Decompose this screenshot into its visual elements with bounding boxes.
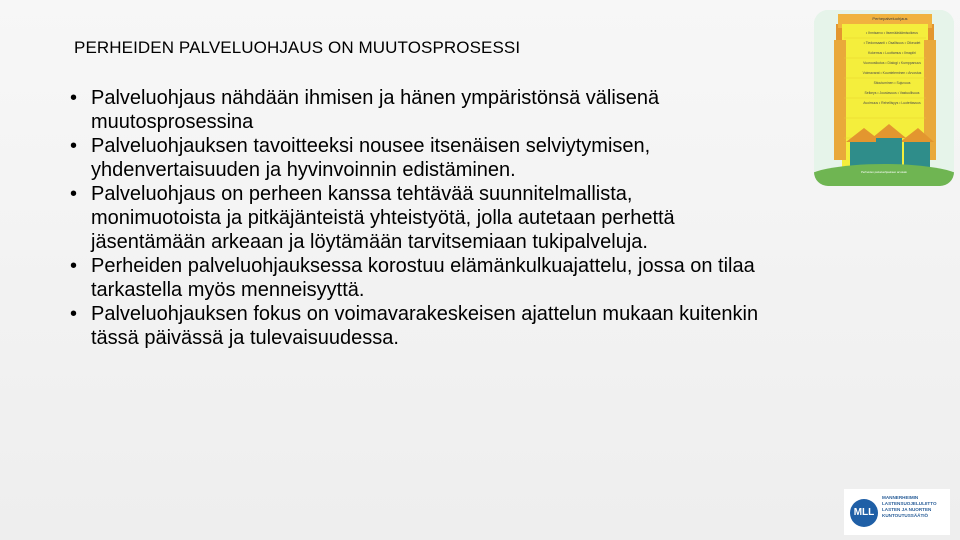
poster-values bbox=[854, 28, 930, 108]
bullet-item: • Palveluohjauksen tavoitteeksi nousee itsenäisen selviytymisen, yhdenvertaisuuden ja hyvinvoinnin edistäminen. bbox=[66, 134, 766, 182]
mll-logo bbox=[844, 489, 950, 535]
poster-line: Sitoutuminen • Sujuvuus bbox=[873, 81, 911, 85]
bullet-list bbox=[66, 86, 766, 350]
poster-footer: Perheiden palveluohjauksen arvotalo bbox=[861, 170, 907, 174]
mll-logo-text: MANNERHEIMIN LASTENSUOJELULIITTO LASTEN JA NUORTEN KUNTOUTUSSÄÄTIÖ bbox=[882, 495, 937, 518]
poster-line: Voimavarat • Kuunteleminen • Arvostus bbox=[862, 71, 922, 75]
poster-line: Vuorovaikutus • Dialogi • Kumppanuus bbox=[863, 61, 921, 65]
bullet-item: • Palveluohjauksen fokus on voimavarakeskeisen ajattelun mukaan kuitenkin tässä päivässä ja tulevaisuudessa. bbox=[66, 302, 766, 350]
mll-logo-mark: MLL bbox=[850, 499, 878, 527]
bullet-item: • Perheiden palveluohjauksessa korostuu elämänkulkuajattelu, jossa on tilaa tarkastella myös menneisyyttä. bbox=[66, 254, 766, 302]
value-house-poster-image bbox=[814, 10, 954, 186]
poster-line: Avoimuus • Rehellisyys • Luotettavuus bbox=[863, 101, 921, 105]
poster-line: • Tiedonsaanti • Osallisuus • Oikeudet bbox=[863, 41, 921, 45]
bullet-item: • Palveluohjaus nähdään ihmisen ja hänen ympäristönsä välisenä muutosprosessina bbox=[66, 86, 766, 134]
slide-title: PERHEIDEN PALVELUOHJAUS ON MUUTOSPROSESSI bbox=[74, 38, 521, 57]
poster-line: Kokemus • Luottamus • Ilmapiiri bbox=[868, 51, 916, 55]
poster-line: • Ihmisarvo • Itsemääräämisoikeus bbox=[866, 31, 918, 35]
poster-line: Selkeys • Joustavuus • Vastuullisuus bbox=[864, 91, 920, 95]
bullet-item: • Palveluohjaus on perheen kanssa tehtävää suunnitelmallista, monimuotoista ja pitkäjänteistä yhteistyötä, jolla autetaan perhettä jäsentämään arkeaan ja löytämään tarvitsemiaan tukipalveluja. bbox=[66, 182, 766, 254]
poster-title: Perhepalveluohjaus bbox=[872, 16, 908, 21]
